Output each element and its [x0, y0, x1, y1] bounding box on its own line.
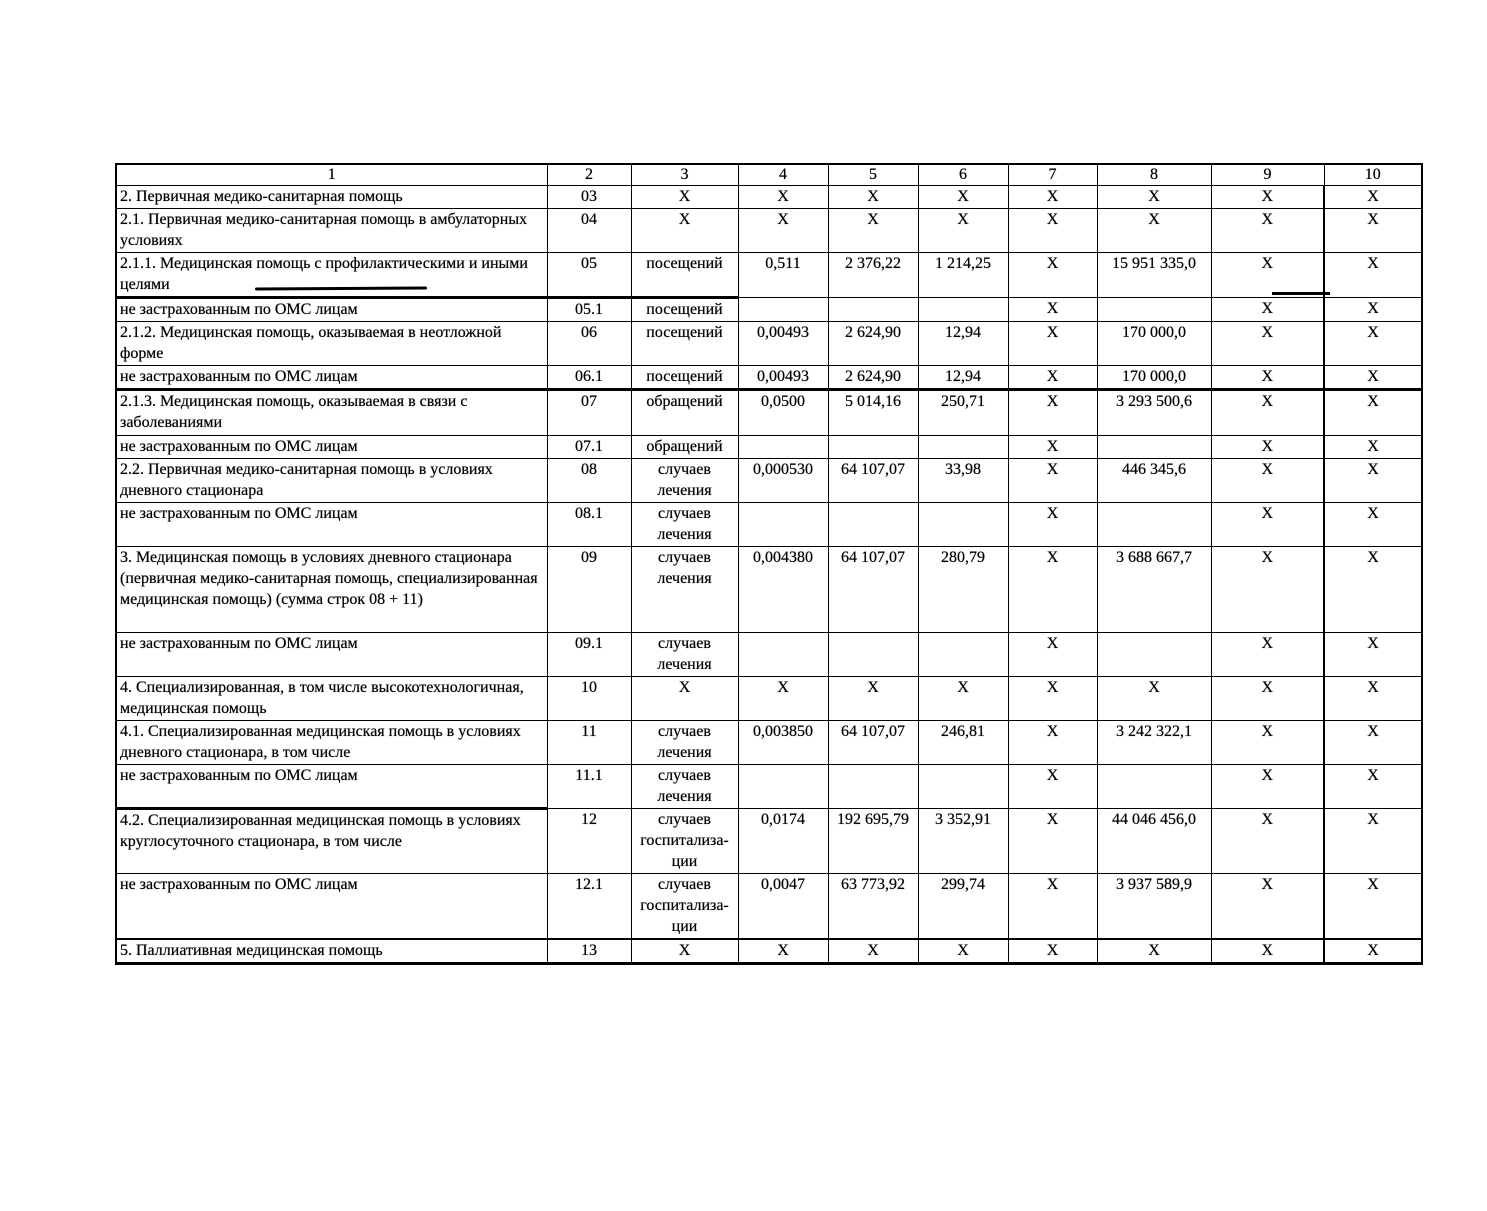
value-cell	[738, 298, 828, 322]
table-header-row	[116, 164, 1422, 186]
row-title-cell: не застрахованным по ОМС лицам	[116, 765, 547, 809]
unit-cell: посещений	[631, 366, 738, 390]
value-cell	[738, 633, 828, 677]
table-row	[116, 253, 1422, 298]
row-title-cell: 4.1. Специализированная медицинская помощь в условиях дневного стационара, в том числе	[116, 721, 547, 765]
value-cell: X	[738, 209, 828, 253]
value-cell: X	[1211, 459, 1324, 503]
value-cell: X	[1211, 809, 1324, 874]
value-cell	[1097, 633, 1211, 677]
line-code-cell: 09	[547, 547, 631, 633]
value-cell: X	[1211, 874, 1324, 940]
line-code-cell: 09.1	[547, 633, 631, 677]
value-cell: X	[828, 677, 918, 721]
table-row	[116, 186, 1422, 209]
value-cell	[828, 298, 918, 322]
unit-cell: случаев лечения	[631, 503, 738, 547]
column-number-header: 7	[1008, 164, 1097, 186]
column-number-header: 2	[547, 164, 631, 186]
value-cell: X	[1008, 939, 1097, 964]
value-cell: X	[918, 186, 1008, 209]
value-cell: X	[1211, 298, 1324, 322]
value-cell	[918, 436, 1008, 459]
unit-cell: обращений	[631, 390, 738, 436]
table-row	[116, 298, 1422, 322]
row-title-cell: 2.1.1. Медицинская помощь с профилактическими и иными целями	[116, 253, 547, 298]
value-cell: X	[1211, 209, 1324, 253]
column-number-header: 9	[1211, 164, 1324, 186]
table-row	[116, 721, 1422, 765]
medical-care-volumes-table	[115, 163, 1423, 965]
value-cell: 2 624,90	[828, 322, 918, 366]
table-row	[116, 547, 1422, 633]
value-cell	[1097, 298, 1211, 322]
value-cell: X	[1008, 436, 1097, 459]
table-row	[116, 677, 1422, 721]
row-title-cell: 3. Медицинская помощь в условиях дневного стационара (первичная медико-санитарная помощь, специализированная медицинская помощь) (сумма строк 08 + 11)	[116, 547, 547, 633]
value-cell: 280,79	[918, 547, 1008, 633]
value-cell: X	[1324, 677, 1422, 721]
value-cell: X	[1008, 503, 1097, 547]
value-cell	[918, 633, 1008, 677]
value-cell: X	[1008, 253, 1097, 298]
unit-cell: случаев госпитализа-ции	[631, 809, 738, 874]
column-number-header: 1	[116, 164, 547, 186]
table-row	[116, 809, 1422, 874]
value-cell: 299,74	[918, 874, 1008, 940]
row-title-cell: 2.1.2. Медицинская помощь, оказываемая в неотложной форме	[116, 322, 547, 366]
value-cell: X	[1008, 209, 1097, 253]
value-cell: X	[1008, 633, 1097, 677]
value-cell: 3 242 322,1	[1097, 721, 1211, 765]
value-cell: 0,0047	[738, 874, 828, 940]
value-cell: X	[1008, 298, 1097, 322]
value-cell: X	[1211, 322, 1324, 366]
row-title-cell: не застрахованным по ОМС лицам	[116, 298, 547, 322]
value-cell: X	[918, 677, 1008, 721]
value-cell: X	[1324, 253, 1422, 298]
value-cell: 250,71	[918, 390, 1008, 436]
value-cell: 0,003850	[738, 721, 828, 765]
value-cell: X	[1008, 459, 1097, 503]
row-title-cell: не застрахованным по ОМС лицам	[116, 436, 547, 459]
value-cell: 33,98	[918, 459, 1008, 503]
value-cell: X	[1324, 390, 1422, 436]
unit-cell: посещений	[631, 298, 738, 322]
value-cell: X	[1008, 765, 1097, 809]
value-cell: X	[738, 186, 828, 209]
line-code-cell: 06.1	[547, 366, 631, 390]
line-code-cell: 13	[547, 939, 631, 964]
table-body	[116, 186, 1422, 964]
line-code-cell: 08.1	[547, 503, 631, 547]
table-row	[116, 390, 1422, 436]
unit-cell: X	[631, 209, 738, 253]
unit-cell: случаев госпитализа-ции	[631, 874, 738, 940]
value-cell: 0,0500	[738, 390, 828, 436]
value-cell: X	[1324, 939, 1422, 964]
value-cell: X	[1211, 366, 1324, 390]
value-cell: X	[1008, 809, 1097, 874]
unit-cell: X	[631, 939, 738, 964]
value-cell: X	[918, 939, 1008, 964]
value-cell: 3 352,91	[918, 809, 1008, 874]
row-title-cell: не застрахованным по ОМС лицам	[116, 874, 547, 940]
value-cell: X	[918, 209, 1008, 253]
value-cell: 0,004380	[738, 547, 828, 633]
value-cell: 0,00493	[738, 322, 828, 366]
value-cell: X	[1211, 721, 1324, 765]
line-code-cell: 06	[547, 322, 631, 366]
line-code-cell: 07	[547, 390, 631, 436]
value-cell: X	[1211, 939, 1324, 964]
line-code-cell: 10	[547, 677, 631, 721]
value-cell: X	[1324, 765, 1422, 809]
value-cell: 2 624,90	[828, 366, 918, 390]
table-row	[116, 939, 1422, 964]
value-cell	[1097, 503, 1211, 547]
value-cell	[828, 633, 918, 677]
line-code-cell: 03	[547, 186, 631, 209]
table-row	[116, 503, 1422, 547]
line-code-cell: 05.1	[547, 298, 631, 322]
row-title-cell: не застрахованным по ОМС лицам	[116, 633, 547, 677]
unit-cell: случаев лечения	[631, 633, 738, 677]
unit-cell: X	[631, 186, 738, 209]
value-cell	[828, 765, 918, 809]
value-cell: X	[1211, 633, 1324, 677]
value-cell: 0,00493	[738, 366, 828, 390]
value-cell: 192 695,79	[828, 809, 918, 874]
value-cell: 246,81	[918, 721, 1008, 765]
line-code-cell: 08	[547, 459, 631, 503]
table-row	[116, 366, 1422, 390]
value-cell: X	[1008, 547, 1097, 633]
table-row	[116, 322, 1422, 366]
unit-cell: обращений	[631, 436, 738, 459]
value-cell: X	[1097, 677, 1211, 721]
value-cell: X	[1324, 322, 1422, 366]
column-number-header: 10	[1324, 164, 1422, 186]
unit-cell: посещений	[631, 322, 738, 366]
value-cell: 2 376,22	[828, 253, 918, 298]
line-code-cell: 05	[547, 253, 631, 298]
value-cell: X	[1211, 547, 1324, 633]
value-cell: X	[1211, 390, 1324, 436]
value-cell: X	[1097, 209, 1211, 253]
value-cell: 3 293 500,6	[1097, 390, 1211, 436]
value-cell: X	[1324, 809, 1422, 874]
value-cell: X	[1097, 939, 1211, 964]
value-cell: X	[1211, 436, 1324, 459]
row-title-cell: 2. Первичная медико-санитарная помощь	[116, 186, 547, 209]
value-cell: 3 688 667,7	[1097, 547, 1211, 633]
value-cell: X	[828, 186, 918, 209]
value-cell	[738, 503, 828, 547]
column-number-header: 6	[918, 164, 1008, 186]
unit-cell: случаев лечения	[631, 765, 738, 809]
value-cell: X	[828, 939, 918, 964]
value-cell: 5 014,16	[828, 390, 918, 436]
value-cell: 64 107,07	[828, 547, 918, 633]
value-cell: 12,94	[918, 322, 1008, 366]
table-row	[116, 874, 1422, 940]
unit-cell: случаев лечения	[631, 721, 738, 765]
line-code-cell: 04	[547, 209, 631, 253]
value-cell: X	[1324, 366, 1422, 390]
value-cell: X	[1008, 186, 1097, 209]
row-title-cell: 4.2. Специализированная медицинская помощь в условиях круглосуточного стационара, в том числе	[116, 809, 547, 874]
value-cell: X	[1324, 874, 1422, 940]
value-cell: 0,000530	[738, 459, 828, 503]
value-cell: X	[1324, 436, 1422, 459]
value-cell	[738, 436, 828, 459]
table-row	[116, 436, 1422, 459]
value-cell: 15 951 335,0	[1097, 253, 1211, 298]
row-title-cell: не застрахованным по ОМС лицам	[116, 366, 547, 390]
value-cell	[1097, 436, 1211, 459]
table-row	[116, 765, 1422, 809]
value-cell: 64 107,07	[828, 721, 918, 765]
column-number-header: 3	[631, 164, 738, 186]
value-cell: 0,511	[738, 253, 828, 298]
value-cell: X	[738, 939, 828, 964]
value-cell: X	[1324, 298, 1422, 322]
table-row	[116, 459, 1422, 503]
value-cell	[738, 765, 828, 809]
value-cell: 170 000,0	[1097, 322, 1211, 366]
value-cell: X	[1211, 186, 1324, 209]
row-title-cell: 2.2. Первичная медико-санитарная помощь в условиях дневного стационара	[116, 459, 547, 503]
value-cell: X	[1097, 186, 1211, 209]
value-cell	[918, 765, 1008, 809]
unit-cell: посещений	[631, 253, 738, 298]
value-cell: X	[1324, 186, 1422, 209]
value-cell: 63 773,92	[828, 874, 918, 940]
value-cell: 0,0174	[738, 809, 828, 874]
row-title-cell: не застрахованным по ОМС лицам	[116, 503, 547, 547]
value-cell: X	[1324, 209, 1422, 253]
column-number-header: 5	[828, 164, 918, 186]
value-cell: X	[738, 677, 828, 721]
value-cell: 446 345,6	[1097, 459, 1211, 503]
value-cell: X	[828, 209, 918, 253]
value-cell: X	[1008, 322, 1097, 366]
value-cell	[918, 298, 1008, 322]
table-row	[116, 209, 1422, 253]
value-cell: X	[1324, 633, 1422, 677]
value-cell: X	[1324, 721, 1422, 765]
value-cell: X	[1008, 390, 1097, 436]
value-cell: 3 937 589,9	[1097, 874, 1211, 940]
value-cell: 1 214,25	[918, 253, 1008, 298]
value-cell: X	[1324, 459, 1422, 503]
unit-cell: случаев лечения	[631, 459, 738, 503]
value-cell: 44 046 456,0	[1097, 809, 1211, 874]
row-title-cell: 4. Специализированная, в том числе высокотехнологичная, медицинская помощь	[116, 677, 547, 721]
row-title-cell: 2.1.3. Медицинская помощь, оказываемая в связи с заболеваниями	[116, 390, 547, 436]
column-number-header: 8	[1097, 164, 1211, 186]
value-cell: 64 107,07	[828, 459, 918, 503]
value-cell: X	[1211, 765, 1324, 809]
unit-cell: случаев лечения	[631, 547, 738, 633]
value-cell	[828, 436, 918, 459]
value-cell: X	[1008, 366, 1097, 390]
value-cell: X	[1008, 721, 1097, 765]
value-cell: 12,94	[918, 366, 1008, 390]
line-code-cell: 12	[547, 809, 631, 874]
value-cell	[1097, 765, 1211, 809]
line-code-cell: 07.1	[547, 436, 631, 459]
table-row	[116, 633, 1422, 677]
value-cell: X	[1211, 253, 1324, 298]
column-number-header: 4	[738, 164, 828, 186]
row-title-cell: 2.1. Первичная медико-санитарная помощь в амбулаторных условиях	[116, 209, 547, 253]
value-cell: X	[1008, 874, 1097, 940]
row-title-cell: 5. Паллиативная медицинская помощь	[116, 939, 547, 964]
scan-artifact-line	[1272, 292, 1330, 295]
value-cell: X	[1008, 677, 1097, 721]
value-cell: X	[1211, 503, 1324, 547]
unit-cell: X	[631, 677, 738, 721]
line-code-cell: 11	[547, 721, 631, 765]
line-code-cell: 11.1	[547, 765, 631, 809]
value-cell: X	[1324, 547, 1422, 633]
value-cell: X	[1211, 677, 1324, 721]
value-cell: 170 000,0	[1097, 366, 1211, 390]
value-cell	[918, 503, 1008, 547]
value-cell: X	[1324, 503, 1422, 547]
line-code-cell: 12.1	[547, 874, 631, 940]
value-cell	[828, 503, 918, 547]
